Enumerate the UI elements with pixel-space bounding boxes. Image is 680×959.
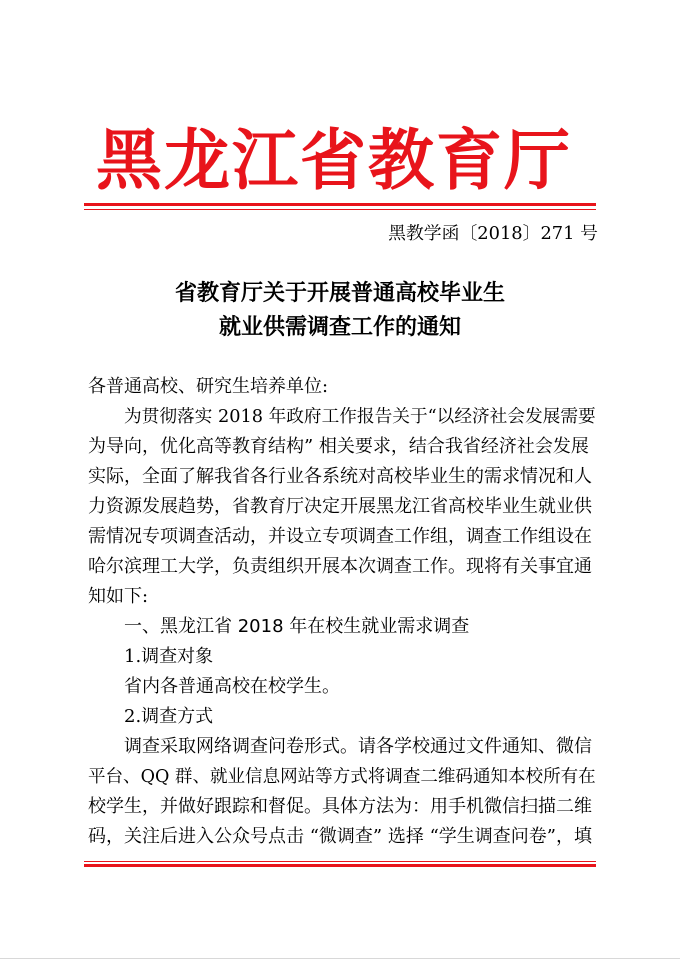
header-rule-thin — [84, 209, 596, 210]
paragraph-2-line-4: 码，关注后进入公众号点击 “微调查” 选择 “学生调查问卷”，填 — [88, 826, 592, 847]
paragraph-1-line-1: 为贯彻落实 2018 年政府工作报告关于“以经济社会发展需要 — [124, 407, 596, 427]
paragraph-1-line-4: 力资源发展趋势，省教育厅决定开展黑龙江省高校毕业生就业供 — [88, 496, 592, 517]
item-1-text: 省内各普通高校在校学生。 — [124, 676, 340, 697]
paragraph-2-line-2: 平台、QQ 群、就业信息网站等方式将调查二维码通知本校所有在 — [88, 767, 596, 787]
document-number: 黑教学函〔2018〕271 号 — [388, 223, 598, 244]
header-rule-thick — [84, 203, 596, 206]
section-1-heading: 一、黑龙江省 2018 年在校生就业需求调查 — [124, 616, 470, 637]
paragraph-1-line-6: 哈尔滨理工大学，负责组织开展本次调查工作。现将有关事宜通 — [88, 556, 592, 577]
paragraph-2-line-3: 校学生，并做好跟踪和督促。具体方法为：用手机微信扫描二维 — [88, 796, 592, 817]
paragraph-1-line-2: 为导向，优化高等教育结构” 相关要求，结合我省经济社会发展 — [88, 436, 589, 457]
salutation: 各普通高校、研究生培养单位: — [88, 376, 329, 397]
issuing-authority-header: 黑龙江省教育厅 — [96, 121, 572, 199]
paragraph-2-line-1: 调查采取网络调查问卷形式。请各学校通过文件通知、微信 — [124, 736, 592, 757]
item-2-heading: 2.调查方式 — [124, 706, 214, 727]
paragraph-1-line-5: 需情况专项调查活动，并设立专项调查工作组，调查工作组设在 — [88, 526, 592, 547]
document-title-line-1: 省教育厅关于开展普通高校毕业生 — [174, 280, 505, 306]
paragraph-1-line-3: 实际，全面了解我省各行业各系统对高校毕业生的需求情况和人 — [88, 466, 592, 487]
footer-rule-thick — [84, 864, 596, 867]
paragraph-1-line-7: 知如下: — [88, 586, 149, 607]
footer-rule-thin — [84, 861, 596, 862]
document-title-line-2: 就业供需调查工作的通知 — [218, 314, 461, 340]
item-1-heading: 1.调查对象 — [124, 646, 214, 667]
